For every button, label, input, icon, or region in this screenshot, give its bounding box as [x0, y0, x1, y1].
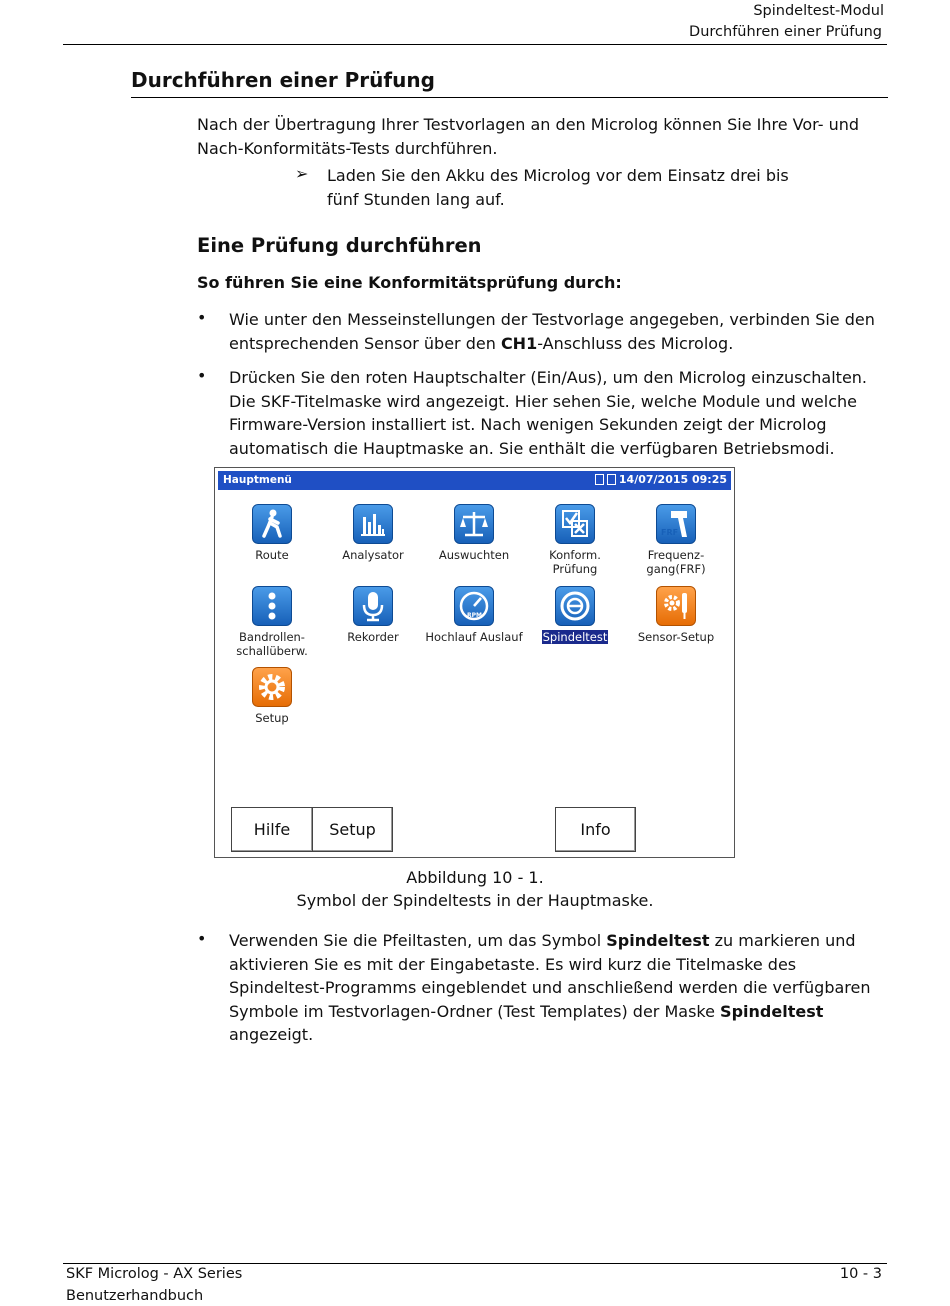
microphone-icon — [353, 586, 393, 626]
app-frf-label-line2: gang(FRF) — [646, 562, 706, 576]
app-frf-label-line1: Frequenz- — [647, 548, 705, 562]
app-setup[interactable] — [222, 667, 322, 725]
footer-product: SKF Microlog - AX Series — [66, 1266, 243, 1282]
section-title: Durchführen einer Prüfung — [131, 68, 435, 92]
section-divider — [131, 97, 888, 98]
rpm-gauge-icon — [454, 586, 494, 626]
page-number: 10 - 3 — [839, 1266, 882, 1282]
device-screenshot — [214, 467, 735, 858]
memory-card-icon — [595, 474, 604, 485]
traffic-light-icon — [252, 586, 292, 626]
app-sensor-setup[interactable] — [626, 586, 726, 644]
bullet-1-text-start: Wie unter den Messeinstellungen der Testvorlage angegeben, verbinden Sie den entsprechenden Sensor über den — [229, 310, 875, 353]
battery-icon — [607, 474, 616, 485]
device-status — [595, 473, 727, 486]
footer-divider — [63, 1263, 887, 1264]
bullet-3-text — [229, 929, 889, 1047]
sensor-gear-icon — [656, 586, 696, 626]
bullet-1-icon: • — [197, 308, 207, 327]
device-info-button[interactable]: Info — [555, 807, 636, 852]
device-title: Hauptmenü — [223, 474, 292, 486]
bullet-2-icon: • — [197, 366, 207, 385]
spectrum-bars-icon — [353, 504, 393, 544]
bullet-3-icon: • — [197, 929, 207, 948]
app-auswuchten[interactable] — [424, 504, 524, 562]
app-analysator-label: Analysator — [342, 548, 404, 562]
app-frf-label — [626, 548, 726, 576]
header-chapter-name: Durchführen einer Prüfung — [689, 24, 882, 40]
app-analysator[interactable] — [323, 504, 423, 562]
frf-hammer-icon — [656, 504, 696, 544]
route-walker-icon — [252, 504, 292, 544]
bullet-3-text-bold-1: Spindeltest — [606, 931, 710, 950]
bullet-3-text-middle: zu markieren und aktivieren Sie es mit der Eingabetaste. Es wird kurz die Titelmaske des Spindeltest-Programms eingeblendet und anschließend werden die verfügbaren Symbole im Testvorlagen-Ordner (Test Templates) der Maske — [229, 931, 871, 1021]
app-spindeltest-label — [525, 630, 625, 644]
app-route[interactable] — [222, 504, 322, 562]
app-frequenzgang[interactable] — [626, 504, 726, 576]
rpm-icon-text: RPM — [467, 612, 482, 619]
bullet-1-text-end: -Anschluss des Microlog. — [537, 333, 734, 353]
app-konform-pruefung[interactable] — [525, 504, 625, 576]
header-divider — [63, 44, 887, 45]
intro-paragraph: Nach der Übertragung Ihrer Testvorlagen an den Microlog können Sie Ihre Vor- und Nach-Konformitäts-Tests durchführen. — [197, 115, 860, 158]
app-bandrollen-label-line1: Bandrollen- — [239, 630, 305, 644]
frf-icon-text: FRF — [661, 528, 679, 537]
app-route-label: Route — [255, 548, 289, 562]
bullet-1-text-bold: CH1 — [500, 333, 538, 353]
app-bandrollen-label — [222, 630, 322, 658]
app-rekorder-label: Rekorder — [347, 630, 399, 644]
bullet-2-text: Drücken Sie den roten Hauptschalter (Ein/Aus), um den Microlog einzuschalten. Die SKF-Titelmaske wird angezeigt. Hier sehen Sie, welche Module und welche Firmware-Version installiert ist. Nach wenigen Sekunden zeigt der Microlog automatisch die Hauptmaske an. Sie enthält die verfügbaren Betriebsmodi. — [229, 368, 868, 458]
app-sensor-label: Sensor-Setup — [637, 630, 715, 644]
app-auswuchten-label: Auswuchten — [438, 548, 510, 562]
balance-scale-icon — [454, 504, 494, 544]
app-hochlauf-label: Hochlauf Auslauf — [425, 630, 523, 644]
arrow-bullet-text: Laden Sie den Akku des Microlog vor dem Einsatz drei bis fünf Stunden lang auf. — [327, 166, 789, 209]
app-hochlauf-auslauf[interactable] — [424, 586, 524, 644]
checkbox-document-icon — [555, 504, 595, 544]
bullet-3-text-start: Verwenden Sie die Pfeiltasten, um das Symbol — [229, 931, 607, 950]
app-spindeltest[interactable] — [525, 586, 625, 644]
header-module-name: Spindeltest-Modul — [753, 3, 884, 19]
spindle-icon — [555, 586, 595, 626]
app-setup-label: Setup — [255, 711, 289, 725]
device-datetime: 14/07/2015 09:25 — [618, 473, 727, 486]
subsection-title: Eine Prüfung durchführen — [197, 234, 482, 257]
bullet-1-text — [229, 308, 889, 355]
bullet-3-text-end: angezeigt. — [229, 1025, 314, 1044]
figure-caption-text: Symbol der Spindeltests in der Hauptmaske. — [296, 891, 654, 910]
app-bandrollen[interactable] — [222, 586, 322, 658]
app-konform-label: Konform. Prüfung — [549, 548, 601, 576]
app-rekorder[interactable] — [323, 586, 423, 644]
arrow-bullet-icon: ➢ — [295, 164, 309, 183]
app-spindeltest-selected-label: Spindeltest — [542, 630, 608, 644]
app-bandrollen-label-line2: schallüberw. — [236, 644, 308, 658]
device-hilfe-button[interactable]: Hilfe — [231, 807, 313, 852]
procedure-title: So führen Sie eine Konformitätsprüfung durch: — [197, 273, 622, 292]
device-setup-button[interactable]: Setup — [312, 807, 393, 852]
footer-manual: Benutzerhandbuch — [66, 1288, 204, 1304]
figure-caption-number: Abbildung 10 - 1. — [406, 868, 544, 887]
device-titlebar — [218, 471, 731, 490]
gear-icon — [252, 667, 292, 707]
bullet-3-text-bold-2: Spindeltest — [720, 1001, 824, 1021]
